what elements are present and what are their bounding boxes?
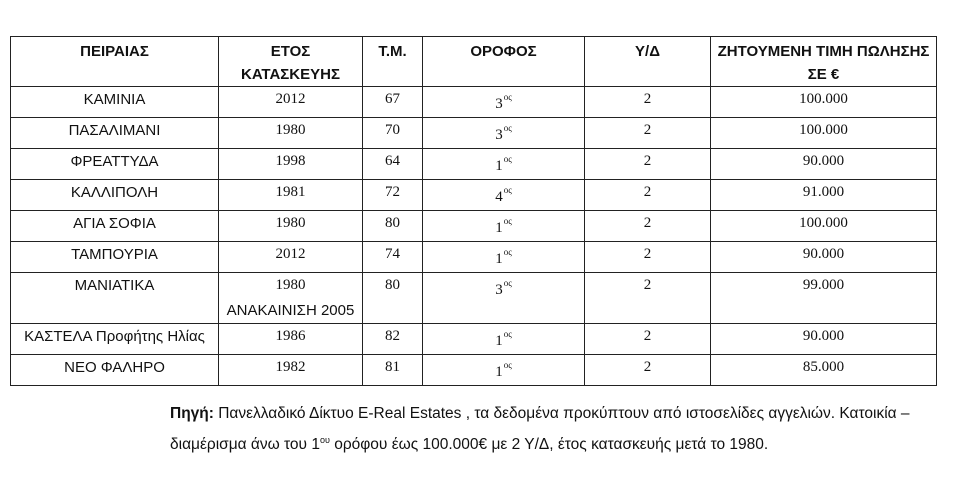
table-header-row [11,37,937,87]
cell-price: 99.000 [711,273,937,324]
cell-sqm: 67 [363,87,423,118]
cell-sqm: 64 [363,149,423,180]
cell-floor [423,87,585,118]
cell-year-value: 1986 [275,328,306,344]
source-label: Πηγή: [170,405,214,422]
cell-floor-ordinal: ος [503,278,512,288]
table-row [11,242,937,273]
cell-bedrooms: 2 [585,118,711,149]
header-floor: ΟΡΟΦΟΣ [423,37,585,87]
cell-area: ΤΑΜΠΟΥΡΙΑ [11,242,219,273]
cell-price: 100.000 [711,118,937,149]
cell-year [219,273,363,324]
cell-floor-value: 1 [495,333,503,349]
cell-floor-value: 1 [495,220,503,236]
cell-bedrooms: 2 [585,180,711,211]
cell-floor [423,180,585,211]
cell-floor-ordinal: ος [503,123,512,133]
table-row [11,324,937,355]
table-row [11,149,937,180]
cell-floor [423,149,585,180]
cell-year-value: 1980 [275,277,306,293]
source-note [170,401,930,458]
cell-price: 90.000 [711,149,937,180]
cell-floor-value: 4 [495,189,503,205]
cell-floor-ordinal: ος [503,216,512,226]
cell-area: ΠΑΣΑΛΙΜΑΝΙ [11,118,219,149]
cell-bedrooms: 2 [585,324,711,355]
source-text-1: Πανελλαδικό Δίκτυο E-Real Estates , τα δεδομένα προκύπτουν από ιστοσελίδες αγγελιών. Κατοικία – διαμέρισμα άνω του 1 [170,405,910,454]
cell-year [219,180,363,211]
cell-price: 100.000 [711,211,937,242]
cell-floor [423,211,585,242]
cell-sqm: 80 [363,211,423,242]
cell-bedrooms: 2 [585,355,711,386]
source-superscript: ου [319,435,330,445]
cell-bedrooms: 2 [585,273,711,324]
table-row [11,355,937,386]
cell-area: ΝΕΟ ΦΑΛΗΡΟ [11,355,219,386]
cell-floor-ordinal: ος [503,185,512,195]
cell-floor-value: 3 [495,96,503,112]
cell-year-value: 1980 [275,215,306,231]
cell-area: ΦΡΕΑΤΤΥΔΑ [11,149,219,180]
properties-table [10,36,937,386]
table-row [11,211,937,242]
cell-floor-value: 1 [495,158,503,174]
header-bedrooms: Υ/Δ [585,37,711,87]
cell-year-value: 2012 [275,91,306,107]
cell-sqm: 80 [363,273,423,324]
cell-year-value: 1981 [275,184,306,200]
cell-floor [423,324,585,355]
cell-year-note: ΑΝΑΚΑΙΝΙΣΗ 2005 [226,302,355,319]
table-row [11,118,937,149]
cell-year-value: 1980 [275,122,306,138]
cell-sqm: 72 [363,180,423,211]
cell-floor [423,118,585,149]
table-row [11,180,937,211]
cell-floor [423,242,585,273]
cell-year [219,324,363,355]
table-body [11,87,937,386]
cell-price: 85.000 [711,355,937,386]
cell-area: ΚΑΣΤΕΛΑ Προφήτης Ηλίας [11,324,219,355]
table-row [11,273,937,324]
cell-bedrooms: 2 [585,149,711,180]
header-sqm: Τ.Μ. [363,37,423,87]
cell-area: ΚΑΛΛΙΠΟΛΗ [11,180,219,211]
cell-year [219,87,363,118]
cell-sqm: 74 [363,242,423,273]
cell-floor-ordinal: ος [503,92,512,102]
cell-bedrooms: 2 [585,87,711,118]
cell-area: ΚΑΜΙΝΙΑ [11,87,219,118]
cell-year-value: 1998 [275,153,306,169]
cell-price: 90.000 [711,324,937,355]
cell-sqm: 82 [363,324,423,355]
cell-area: ΑΓΙΑ ΣΟΦΙΑ [11,211,219,242]
header-year: ΕΤΟΣ ΚΑΤΑΣΚΕΥΗΣ [219,37,363,87]
cell-floor-ordinal: ος [503,360,512,370]
header-area: ΠΕΙΡΑΙΑΣ [11,37,219,87]
cell-price: 91.000 [711,180,937,211]
cell-floor-ordinal: ος [503,329,512,339]
table-row [11,87,937,118]
cell-year [219,149,363,180]
cell-sqm: 81 [363,355,423,386]
cell-year [219,211,363,242]
cell-floor-ordinal: ος [503,154,512,164]
cell-floor-value: 1 [495,251,503,267]
cell-year [219,355,363,386]
cell-price: 90.000 [711,242,937,273]
cell-year [219,118,363,149]
cell-area: ΜΑΝΙΑΤΙΚΑ [11,273,219,324]
cell-year [219,242,363,273]
cell-bedrooms: 2 [585,242,711,273]
cell-year-value: 1982 [275,359,306,375]
header-price: ΖΗΤΟΥΜΕΝΗ ΤΙΜΗ ΠΩΛΗΣΗΣ ΣΕ € [711,37,937,87]
cell-floor [423,273,585,324]
cell-floor [423,355,585,386]
cell-floor-value: 3 [495,282,503,298]
cell-sqm: 70 [363,118,423,149]
cell-floor-value: 3 [495,127,503,143]
cell-floor-value: 1 [495,364,503,380]
cell-price: 100.000 [711,87,937,118]
cell-year-value: 2012 [275,246,306,262]
source-text-2: ορόφου έως 100.000€ με 2 Υ/Δ, έτος κατασκευής μετά το 1980. [329,436,769,454]
cell-floor-ordinal: ος [503,247,512,257]
cell-bedrooms: 2 [585,211,711,242]
